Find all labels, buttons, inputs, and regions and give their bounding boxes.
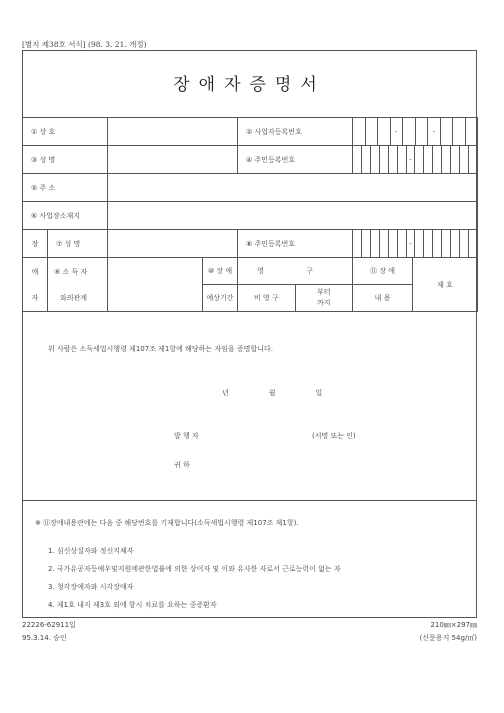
form-title: 장애자증명서: [173, 75, 326, 95]
day-label: 일: [315, 389, 323, 397]
row-disability-detail: [23, 258, 478, 312]
footer-form-code: 22226-62911일: [22, 621, 76, 629]
footer-paper-size: 210㎜×297㎜: [430, 621, 477, 629]
note-divider: [22, 500, 477, 501]
row-business-place: [23, 202, 478, 230]
label-income-relation: ⑨ 소 득 자 와의관계: [48, 258, 108, 312]
signature-label: (서명 또는 인): [312, 432, 356, 440]
issue-date-line: [222, 388, 322, 398]
input-business-place[interactable]: [108, 202, 478, 230]
year-label: 년: [222, 389, 229, 397]
label-business-place: ⑥ 사업장소재지: [23, 202, 108, 230]
label-disabled-resident-no: ⑧ 주민등록번호: [238, 230, 353, 258]
input-disabled-name[interactable]: [108, 230, 238, 258]
form-reference: [별지 제38호 서식] (98. 3. 21. 개정): [22, 40, 147, 49]
label-disability-period: ⑩ 장 애 예상기간: [203, 258, 238, 312]
disability-period-options[interactable]: [238, 258, 353, 312]
input-disabled-resident-no[interactable]: -: [353, 230, 478, 258]
note-text: ※ ⑪장애내용란에는 다음 중 해당번호를 기재합니다(소득세법시행령 제107조 제1항).: [35, 519, 299, 527]
option-permanent: 영 구: [257, 267, 333, 275]
note-item-4: 4. 제1호 내지 제3호 외에 항시 치료를 요하는 중증환자: [48, 601, 217, 609]
note-item-1: 1. 심신상실자와 정신지체자: [48, 547, 134, 555]
disabled-group-char-1: 장: [23, 230, 48, 258]
form-grid: [22, 117, 478, 312]
input-name[interactable]: [108, 146, 238, 174]
label-business-no: ② 사업자등록번호: [238, 118, 353, 146]
row-name: [23, 146, 478, 174]
issuer-label: 발 행 자: [174, 432, 199, 440]
label-trade-name: ① 상 호: [23, 118, 108, 146]
row-disabled-name: [23, 230, 478, 258]
recipient-label: 귀 하: [174, 461, 190, 469]
label-disabled-name: ⑦ 성 명: [48, 230, 108, 258]
note-item-3: 3. 청각장애자와 시각장애자: [48, 583, 134, 591]
option-non-permanent: 비 영 구 부터 까지: [238, 284, 352, 311]
input-address[interactable]: [108, 174, 478, 202]
note-item-2: 2. 국가유공자등예우및지원에관한법률에 의한 상이자 및 이와 유사한 자로서 근로능력이 없는 자: [48, 565, 341, 573]
input-trade-name[interactable]: [108, 118, 238, 146]
disabled-group-chars-lower: 애 자: [23, 258, 48, 312]
label-resident-no: ④ 주민등록번호: [238, 146, 353, 174]
label-name: ③ 성 명: [23, 146, 108, 174]
footer-paper-type: (신문용지 54g/㎡): [419, 634, 477, 642]
input-relation[interactable]: [108, 258, 203, 312]
input-business-no[interactable]: - -: [353, 118, 478, 146]
input-resident-no[interactable]: -: [353, 146, 478, 174]
row-trade-name: [23, 118, 478, 146]
footer-approval: 95.3.14. 승인: [22, 634, 67, 642]
label-address: ⑤ 주 소: [23, 174, 108, 202]
row-address: [23, 174, 478, 202]
label-disability-content: ⑪ 장 애 내 용: [353, 258, 413, 312]
disability-code[interactable]: 제 호: [413, 258, 478, 312]
month-label: 월: [268, 389, 276, 397]
certification-statement: 위 사람은 소득세법시행령 제107조 제1항에 해당하는 자임을 증명합니다.: [48, 345, 273, 353]
